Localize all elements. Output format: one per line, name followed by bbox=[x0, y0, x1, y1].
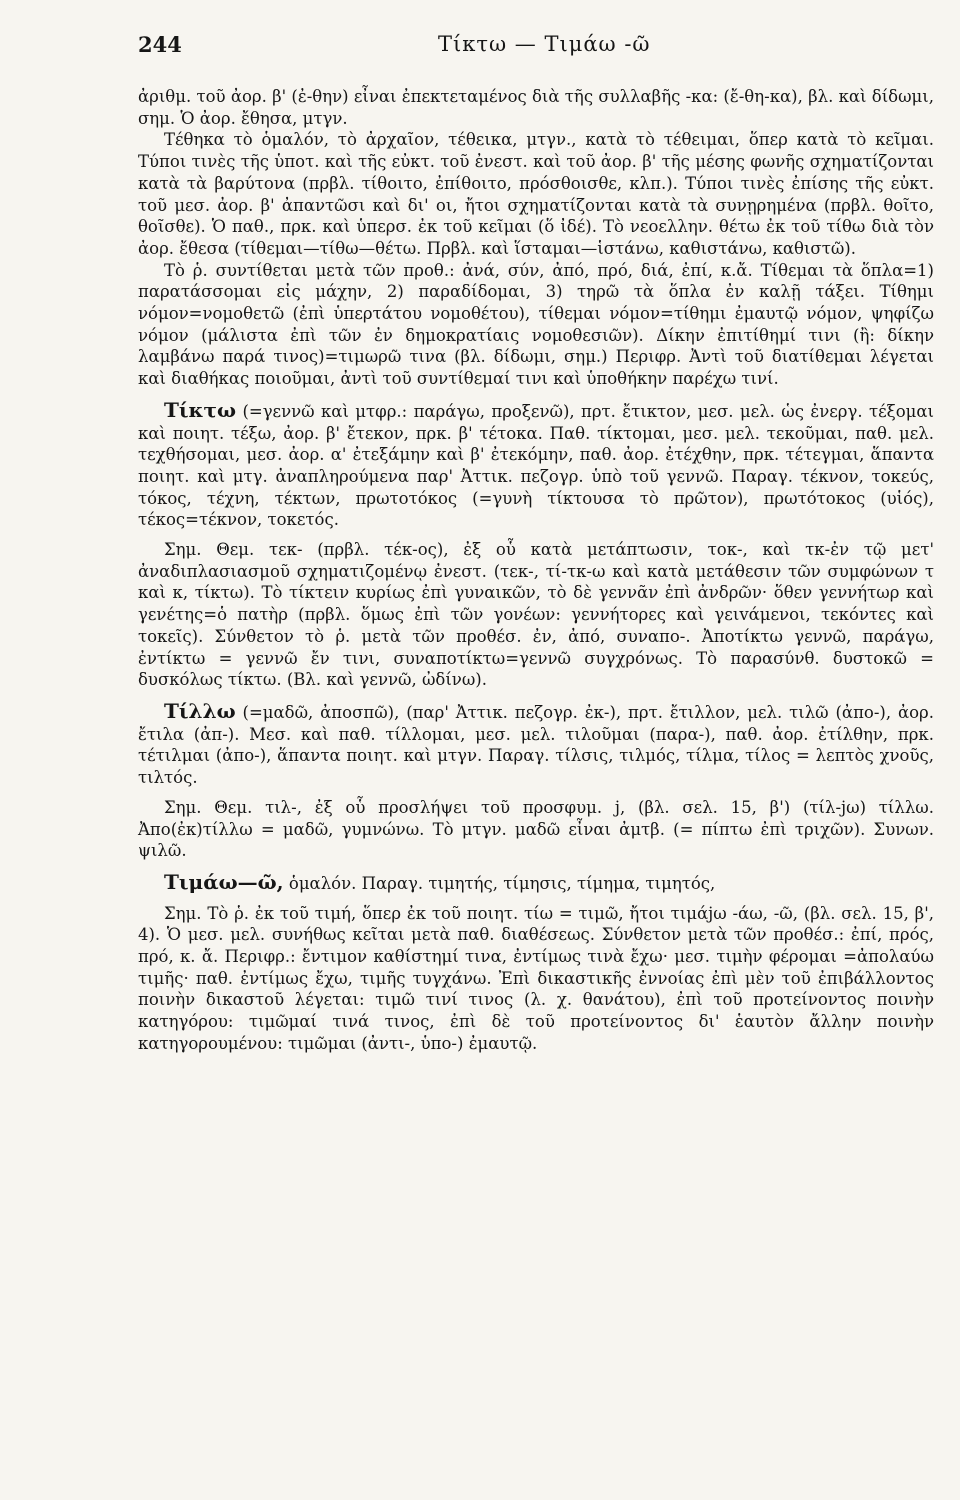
entry-tillo bbox=[138, 698, 934, 789]
page-header bbox=[138, 32, 920, 72]
entry-text: ὁμαλόν. Παραγ. τιμητής, τίμησις, τίμημα, τιμητός, bbox=[288, 873, 716, 893]
note-tillo: Σημ. Θεμ. τιλ-, ἐξ οὗ προσλήψει τοῦ προσφυμ. j, (βλ. σελ. 15, β') (τίλ-jω) τίλλω. Ἀπο(ἐκ)τίλλω = μαδῶ, γυμνώνω. Τὸ μτγν. μαδῶ εἶναι ἀμτβ. (= πίπτω ἐπὶ τριχῶν). Συνων. ψιλῶ. bbox=[138, 797, 934, 861]
page-body bbox=[138, 86, 934, 1055]
paragraph-compounds: Τὸ ῥ. συντίθεται μετὰ τῶν προθ.: ἀνά, σύν, ἀπό, πρό, διά, ἐπί, κ.ἄ. Τίθεμαι τὰ ὅπλα=1) παρατάσσομαι εἰς μάχην, 2) παραδίδομαι, 3) τηρῶ τὰ ὅπλα ἐν καλῇ τάξει. Τίθημι νόμον=νομοθετῶ (ἐπὶ ὑπερτάτου νομοθέτου), τίθεμαι νόμον=τίθημι ἐμαυτῷ νόμον, ψηφίζω νόμον (μάλιστα ἐπὶ τῶν ἐν δημοκρατίαις νομοθεσιῶν). Δίκην ἐπιτίθημί τινι (ἢ: δίκην λαμβάνω παρά τινος)=τιμωρῶ τινα (βλ. δίδωμι, σημ.) Περιφρ. Ἀντὶ τοῦ διατίθεμαι λέγεται καὶ διαθήκας ποιοῦμαι, ἀντὶ τοῦ συντίθεμαί τινι καὶ ὑποθήκην παρέχω τινί. bbox=[138, 260, 934, 389]
entry-text: (=γεννῶ καὶ μτφρ.: παράγω, προξενῶ), πρτ. ἔτικτον, μεσ. μελ. ὡς ἐνεργ. τέξομαι καὶ ποιητ. τέξω, ἀορ. β' ἔτεκον, πρκ. β' τέτοκα. Παθ. τίκτομαι, μεσ. μελ. τεκοῦμαι, παθ. μελ. τεχθήσομαι, μεσ. ἀορ. α' ἐτεξάμην καὶ β' ἐτεκόμην, παθ. ἀορ. ἐτέχθην, πρκ. τέτεγμαι, ἅπαντα ποιητ. καὶ μτγ. ἀναπληρούμενα παρ' Ἀττικ. πεζογρ. ὑπὸ τοῦ γεννῶ. Παραγ. τέκνον, τοκεύς, τόκος, τέχνη, τέκτων, πρωτοτόκος (=γυνὴ τίκτουσα τὸ πρῶτον), πρωτότοκος (υἱός), τέκος=τέκνον, τοκετός. bbox=[138, 401, 934, 530]
entry-headword: Τίκτω bbox=[164, 397, 237, 422]
page-number: 244 bbox=[138, 32, 182, 57]
entry-timao bbox=[138, 869, 934, 895]
paragraph-continuation: ἀριθμ. τοῦ ἀορ. β' (ἐ-θην) εἶναι ἐπεκτεταμένος διὰ τῆς συλλαβῆς -κα: (ἔ-θη-κα), βλ. καὶ δίδωμι, σημ. Ὁ ἀορ. ἔθησα, μτγν. bbox=[138, 87, 934, 128]
entry-headword: Τίλλω bbox=[164, 698, 236, 723]
entry-tikto bbox=[138, 397, 934, 531]
note-tikto: Σημ. Θεμ. τεκ- (πρβλ. τέκ-ος), ἐξ οὗ κατὰ μετάπτωσιν, τοκ-, καὶ τκ-ἐν τῷ μετ' ἀναδιπλασιασμοῦ σχηματιζομένῳ ἐνεστ. (τεκ-, τί-τκ-ω καὶ κατὰ μετάθεσιν τῶν συμφώνων τ καὶ κ, τίκτω). Τὸ τίκτειν κυρίως ἐπὶ γυναικῶν, τὸ δὲ γεννᾶν ἐπὶ ἀνδρῶν· ὅθεν γεννήτωρ καὶ γενέτης=ὁ πατὴρ (πρβλ. ὅμως ἐπὶ τῶν γονέων: γεννήτορες καὶ γειvάμενοι, τεκόντες καὶ τοκεῖς). Σύνθετον τὸ ῥ. μετὰ τῶν προθέσ. ἐν, ἀπό, συναπο-. Ἀποτίκτω γεννῶ, παράγω, ἐντίκτω = γεννῶ ἔν τινι, συναποτίκτω=γεννῶ συγχρόνως. Τὸ παρασύνθ. δυστοκῶ = δυσκόλως τίκτω. (Βλ. καὶ γεννῶ, ὠδίνω). bbox=[138, 540, 934, 690]
paragraph-tethika: Τέθηκα τὸ ὁμαλόν, τὸ ἀρχαῖον, τέθεικα, μτγν., κατὰ τὸ τέθειμαι, ὅπερ κατὰ τὸ κεῖμαι. Τύποι τινὲς τῆς ὑποτ. καὶ τῆς εὐκτ. τοῦ ἐνεστ. καὶ τοῦ ἀορ. β' τῆς μέσης φωνῆς σχηματίζονται κατὰ τὰ βαρύτονα (πρβλ. τίθοιτο, ἐπίθοιτο, πρόσθοισθε, κλπ.). Τύποι τινὲς ἐπίσης τῆς εὐκτ. τοῦ μεσ. ἀορ. β' ἀπαντῶσι καὶ δι' οι, ἤτοι σχηματίζονται κατὰ τὰ συνῃρημένα (πρβλ. θοῖτο, θοῖσθε). Ὁ παθ., πρκ. καὶ ὑπερσ. ἐκ τοῦ κεῖμαι (ὅ ἰδέ). Τὸ νεοελλην. θέτω ἐκ τοῦ τίθω διὰ τὸν ἀορ. ἔθεσα (τίθεμαι—τίθω—θέτω. Πρβλ. καὶ ἵσταμαι—ἱστάνω, καθιστάνω, καθιστῶ). bbox=[138, 130, 934, 258]
entry-text: (=μαδῶ, ἀποσπῶ), (παρ' Ἀττικ. πεζογρ. ἐκ-), πρτ. ἔτιλλον, μελ. τιλῶ (ἀπο-), ἀορ. ἔτιλα (ἀπ-). Μεσ. καὶ παθ. τίλλομαι, μεσ. μελ. τιλοῦμαι (παρα-), παθ. ἀορ. ἐτίλθην, πρκ. τέτιλμαι (ἀπο-), ἅπαντα ποιητ. καὶ μτγν. Παραγ. τίλσις, τιλμός, τίλμα, τίλος = λεπτὸς χνοῦς, τιλτός. bbox=[138, 702, 934, 788]
entry-headword: Τιμάω—ῶ, bbox=[164, 869, 284, 894]
running-title: Τίκτω — Τιμάω -ῶ bbox=[438, 32, 651, 56]
note-timao: Σημ. Τὸ ῥ. ἐκ τοῦ τιμή, ὅπερ ἐκ τοῦ ποιητ. τίω = τιμῶ, ἤτοι τιμάjω -άω, -ῶ, (βλ. σελ. 15, β', 4). Ὁ μεσ. μελ. συνήθως κεῖται μετὰ παθ. διαθέσεως. Σύνθετον μετὰ τῶν προθέσ.: ἐπί, πρός, πρό, κ. ἄ. Περιφρ.: ἔντιμον καθίστημί τινα, ἐντίμως τινὰ ἔχω· μεσ. τιμὴν φέρομαι =ἀπολαύω τιμῆς· παθ. ἐντίμως ἔχω, τιμῆς τυγχάνω. Ἐπὶ δικαστικῆς ἐννοίας ἐπὶ μὲν τοῦ ἐπιβάλλοντος ποινὴν δικαστοῦ λέγεται: τιμῶ τινί τινος (λ. χ. θανάτου), ἐπὶ τοῦ προτείνοντος ποινὴν κατηγόρου: τιμῶμαί τινά τινος, ἐπὶ δὲ τοῦ προτείνοντος δι' ἑαυτὸν ἄλλην ποινὴν κατηγορουμένου: τιμῶμαι (ἀντι-, ὑπο-) ἐμαυτῷ. bbox=[138, 903, 934, 1053]
